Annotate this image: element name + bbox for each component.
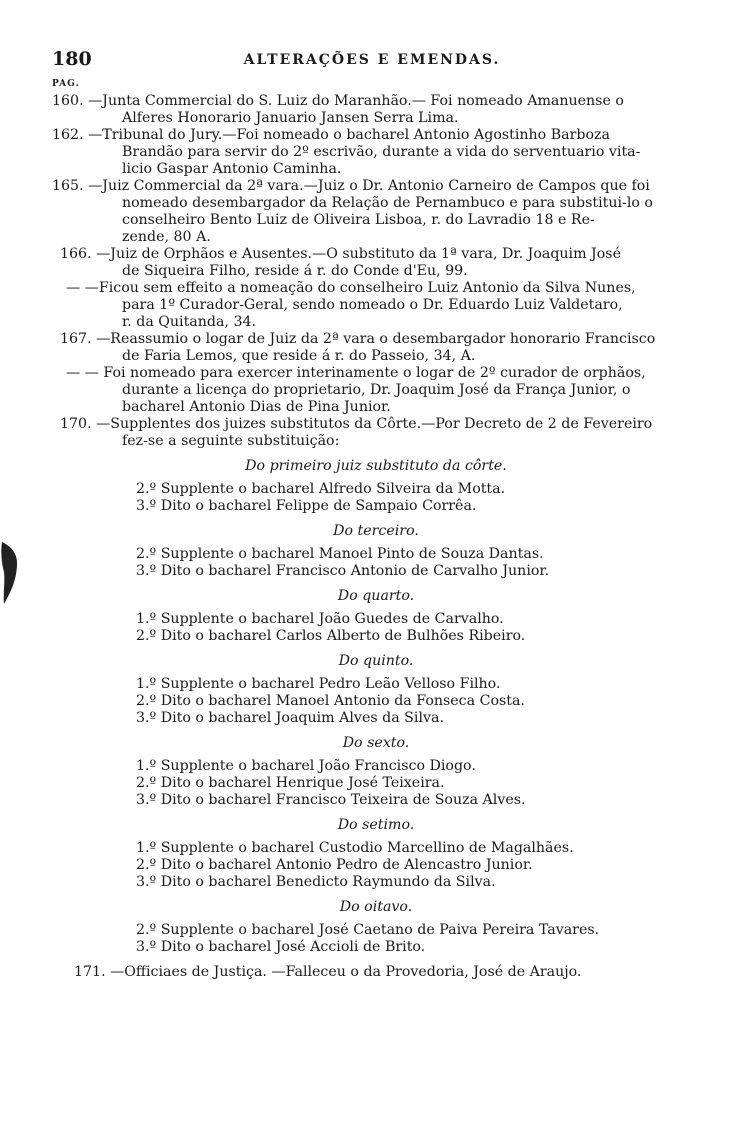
substitute-line: 3.º Dito o bacharel Felippe de Sampaio Corrêa. <box>136 498 477 514</box>
substitute-line: 1.º Supplente o bacharel Custodio Marcellino de Magalhães. <box>136 840 574 856</box>
entry-160 <box>52 93 700 127</box>
substitute-line: 3.º Dito o bacharel Francisco Antonio de Carvalho Junior. <box>136 563 550 579</box>
substitute-line: 2.º Dito o bacharel Henrique José Teixeira. <box>136 775 445 791</box>
entry-line: fez-se a seguinte substituição: <box>122 433 340 449</box>
entry-line: 167. —Reassumio o logar de Juiz da 2ª vara o desembargador honorario Francisco <box>60 331 656 347</box>
entry-line: r. da Quitanda, 34. <box>122 314 257 330</box>
substitute-heading: Do quinto. <box>338 653 414 669</box>
substitute-line: 2.º Supplente o bacharel Alfredo Silveira da Motta. <box>136 481 506 497</box>
substitute-heading: Do oitavo. <box>339 899 413 915</box>
substitute-line: 2.º Supplente o bacharel José Caetano de Paiva Pereira Tavares. <box>136 922 600 938</box>
page-number: 180 <box>52 48 92 70</box>
entry-162 <box>52 127 700 178</box>
substitute-line: 3.º Dito o bacharel Benedicto Raymundo da Silva. <box>136 874 496 890</box>
substitute-line: 1.º Supplente o bacharel João Guedes de Carvalho. <box>136 611 504 627</box>
substitute-list <box>52 546 700 580</box>
document-body <box>52 93 700 981</box>
entry-line: nomeado desembargador da Relação de Pernambuco e para substitui-lo o <box>122 195 653 211</box>
substitute-heading: Do setimo. <box>337 817 415 833</box>
entry-line: de Siqueira Filho, reside á r. do Conde d'Eu, 99. <box>122 263 468 279</box>
substitute-list <box>52 840 700 891</box>
entry-line: durante a licença do proprietario, Dr. Joaquim José da França Junior, o <box>122 382 631 398</box>
entry-line: Alferes Honorario Januario Jansen Serra Lima. <box>122 110 459 126</box>
substitute-heading: Do quarto. <box>337 588 415 604</box>
substitute-list <box>52 481 700 515</box>
entry-line: 165. —Juiz Commercial da 2ª vara.—Juiz o Dr. Antonio Carneiro de Campos que foi <box>52 178 650 194</box>
entry-line: zende, 80 A. <box>122 229 211 245</box>
substitute-line: 1.º Supplente o bacharel Pedro Leão Velloso Filho. <box>136 676 501 692</box>
substitute-line: 2.º Dito o bacharel Antonio Pedro de Alencastro Junior. <box>136 857 533 873</box>
substitute-heading: Do sexto. <box>342 735 410 751</box>
entry-line: bacharel Antonio Dias de Pina Junior. <box>122 399 391 415</box>
entry-170 <box>52 416 700 450</box>
entry-line: para 1º Curador-Geral, sendo nomeado o Dr. Eduardo Luiz Valdetaro, <box>122 297 623 313</box>
pag-label: PAG. <box>52 79 80 89</box>
substitute-list <box>52 611 700 645</box>
entry-line: 160. —Junta Commercial do S. Luiz do Maranhão.— Foi nomeado Amanuense o <box>52 93 624 109</box>
substitute-line: 3.º Dito o bacharel Francisco Teixeira de Souza Alves. <box>136 792 526 808</box>
page-header <box>52 48 692 72</box>
entry-line: licio Gaspar Antonio Caminha. <box>122 161 342 177</box>
substitute-line: 2.º Dito o bacharel Carlos Alberto de Bulhões Ribeiro. <box>136 628 526 644</box>
entry-167 <box>52 331 700 365</box>
entry-line: de Faria Lemos, que reside á r. do Passeio, 34, A. <box>122 348 476 364</box>
entry-line: 170. —Supplentes dos juizes substitutos da Côrte.—Por Decreto de 2 de Fevereiro <box>60 416 653 432</box>
substitute-list <box>52 758 700 809</box>
entry-167-continuation <box>52 365 700 416</box>
entry-line: conselheiro Bento Luiz de Oliveira Lisboa, r. do Lavradio 18 e Re- <box>122 212 595 228</box>
margin-ink-blot <box>0 538 20 608</box>
substitute-line: 3.º Dito o bacharel José Accioli de Brito. <box>136 939 426 955</box>
entry-171: 171. —Officiaes de Justiça. —Falleceu o da Provedoria, José de Araujo. <box>74 964 582 980</box>
entry-166 <box>52 246 700 280</box>
entry-line: 166. —Juiz de Orphãos e Ausentes.—O substituto da 1ª vara, Dr. Joaquim José <box>60 246 621 262</box>
substitute-list <box>52 676 700 727</box>
entry-165 <box>52 178 700 246</box>
substitute-line: 1.º Supplente o bacharel João Francisco Diogo. <box>136 758 476 774</box>
substitute-heading: Do terceiro. <box>333 523 419 539</box>
entry-line: — —Ficou sem effeito a nomeação do conselheiro Luiz Antonio da Silva Nunes, <box>66 280 636 296</box>
substitute-line: 3.º Dito o bacharel Joaquim Alves da Silva. <box>136 710 444 726</box>
entry-166-continuation <box>52 280 700 331</box>
entry-line: — — Foi nomeado para exercer interinamente o logar de 2º curador de orphãos, <box>66 365 646 381</box>
substitute-line: 2.º Dito o bacharel Manoel Antonio da Fonseca Costa. <box>136 693 525 709</box>
substitute-list <box>52 922 700 956</box>
entry-line: Brandão para servir do 2º escrivão, durante a vida do serventuario vita- <box>122 144 641 160</box>
entry-line: 162. —Tribunal do Jury.—Foi nomeado o bacharel Antonio Agostinho Barboza <box>52 127 610 143</box>
substitute-heading: Do primeiro juiz substituto da côrte. <box>245 458 507 474</box>
substitute-line: 2.º Supplente o bacharel Manoel Pinto de Souza Dantas. <box>136 546 544 562</box>
running-title: ALTERAÇÕES E EMENDAS. <box>243 52 501 68</box>
